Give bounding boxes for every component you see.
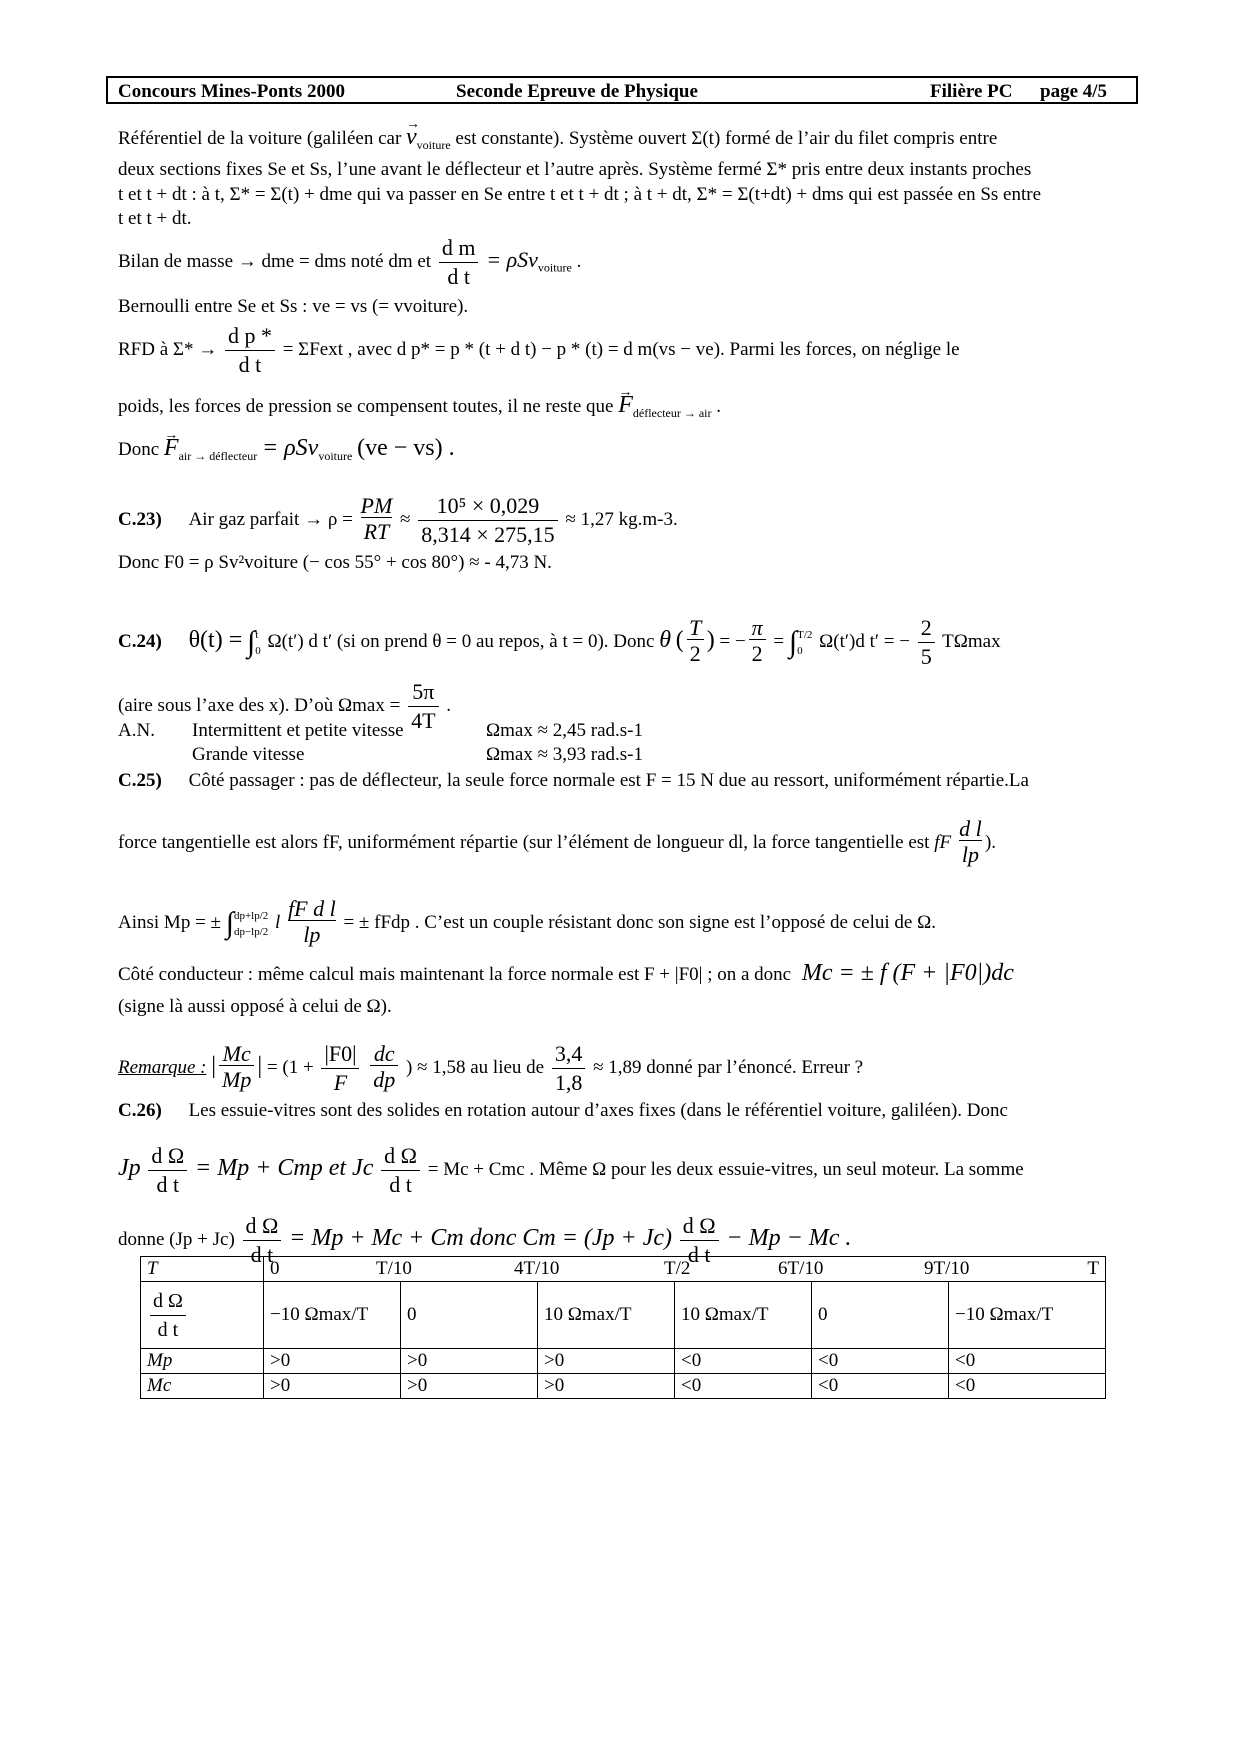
two-fifths-fraction: $\frac{2}{5}$ bbox=[918, 614, 935, 671]
pi-over-2-fraction: $\frac{\pi}{2}$ bbox=[749, 617, 766, 668]
rfd-line: RFD à Σ* → $\frac{\text{d p *}}{\text{d t}}$ = ΣFext , avec d p* = p * (t + d t) − p * (t) = d m(vs − ve). Parmi les forces, on néglige le bbox=[118, 323, 960, 377]
omega-max-line: (aire sous l’axe des x). D’où Ωmax = $\frac{5\pi}{4T}$ . bbox=[118, 679, 452, 733]
numeric-fraction: $\frac{\text{10⁵ × 0,029}}{8,314 \times 275,15}$ bbox=[418, 492, 557, 549]
dp-dt-fraction: $\frac{\text{d p *}}{\text{d t}}$ bbox=[225, 322, 275, 379]
ratio-fraction: $\frac{3,4}{1,8}$ bbox=[552, 1040, 586, 1097]
conducteur-line: Côté conducteur : même calcul mais maintenant la force normale est F + |F0| ; on a donc Mc = ± f (F + |F0|)dc bbox=[118, 960, 1014, 986]
dm-dt-fraction: $\frac{\text{d m}}{\text{d t}}$ bbox=[439, 234, 479, 291]
para1-line2: deux sections fixes Se et Ss, l’une avant le déflecteur et l’autre après. Système fermé Σ* pris entre deux instants proches bbox=[118, 159, 1032, 180]
c23-label: C.23) bbox=[118, 508, 162, 530]
c26-label: C.26) bbox=[118, 1100, 162, 1121]
table-row: $\frac{\text{d Ω}}{\text{d t}}$ −10 Ωmax/T 0 10 Ωmax/T 10 Ωmax/T 0 −10 Ωmax/T bbox=[141, 1282, 1106, 1349]
f0-f-fraction: $\frac{|F0|}{F}$ bbox=[321, 1040, 359, 1097]
table-row: Mc >0 >0 >0 <0 <0 <0 bbox=[141, 1374, 1106, 1399]
table-header-row: T 0 T/10 4T/10 T/2 6T/10 9T/10 T bbox=[141, 1257, 1106, 1282]
header-contest: Concours Mines-Ponts 2000 bbox=[118, 81, 345, 102]
header-filiere: Filière PC bbox=[930, 81, 1013, 102]
moments-table bbox=[140, 1256, 1106, 1399]
dl-lp-fraction: $\frac{\text{d l}}{lp}$ bbox=[959, 816, 982, 867]
para1-line1: Référentiel de la voiture (galiléen car → $v_{voiture}$ est constante). Système ouvert Σ(t) formé de l’air du filet compris entre bbox=[118, 126, 997, 150]
c25-line2: force tangentielle est alors fF, uniformément répartie (sur l’élément de longueur dl, la force tangentielle est fF $\frac{\text{d l}}{lp}$ ). bbox=[118, 816, 997, 867]
f0-line: Donc F0 = ρ Sv²voiture (− cos 55° + cos 80°) ≈ - 4,73 N. bbox=[118, 552, 552, 573]
pm-rt-fraction: $\frac{PM}{RT}$ bbox=[360, 493, 393, 544]
para1-line3: t et t + dt : à t, Σ* = Σ(t) + dme qui va passer en Se entre t et t + dt ; à t + dt, Σ* = Σ(t+dt) + dms qui est passée en Ss entre bbox=[118, 184, 1042, 205]
c26-line2: Jp $\frac{\text{d Ω}}{\text{d t}}$ = Mp + Cmp et Jc $\frac{\text{d Ω}}{\text{d t}}$ = Mc + Cmc . Même Ω pour les deux essuie-vitres, un seul moteur. La somme bbox=[118, 1143, 1024, 1197]
signe-line: (signe là aussi opposé à celui de Ω). bbox=[118, 996, 392, 1017]
bernoulli-line: Bernoulli entre Se et Ss : ve = vs (= vvoiture). bbox=[118, 296, 469, 317]
header-page: page 4/5 bbox=[1040, 81, 1108, 102]
c26-line3: donne (Jp + Jc) $\frac{\text{d Ω}}{\text{d t}}$ = Mp + Mc + Cm donc Cm = (Jp + Jc) $\frac{\text{d Ω}}{\text{d t}}$ − Mp − Mc . bbox=[118, 1213, 852, 1267]
t-over-2-fraction: $\frac{T}{2}$ bbox=[687, 617, 704, 668]
omega-max-fraction: $\frac{5\pi}{4T}$ bbox=[408, 678, 438, 735]
c23-line: C.23) Air gaz parfait → $\rho = \frac{PM}{RT}$ ≈ $\frac{\text{10⁵ × 0,029}}{8,314 \times 275,15}$ ≈ 1,27 kg.m-3. bbox=[118, 493, 678, 547]
table-row: Mp >0 >0 >0 <0 <0 <0 bbox=[141, 1349, 1106, 1374]
c25-line1: C.25) Côté passager : pas de déflecteur, la seule force normale est F = 15 N due au ressort, uniformément répartie.La bbox=[118, 770, 1029, 791]
page-header bbox=[106, 76, 1138, 104]
mc-mp-fraction: $\frac{Mc}{Mp}$ bbox=[219, 1043, 254, 1094]
v-symbol: → v bbox=[406, 126, 417, 148]
c25-label: C.25) bbox=[118, 770, 162, 791]
c24-line: C.24) θ(t) = ∫ t 0 Ω(t′) d t′ (si on prend θ = 0 au repos, à t = 0). Donc θ ( $\frac{T}{2}$ ) = − $\frac{\pi}{2}$ = ∫ T/2 0 Ω(t′)d t′ = − $\frac{2}{5}$ TΩmax bbox=[118, 615, 1001, 669]
dc-dp-fraction: $\frac{dc}{dp}$ bbox=[370, 1043, 398, 1094]
force-result-line: Donc → $F_{air \to déflecteur} = \rho Sv_{voiture}$ (ve − vs) . bbox=[118, 437, 455, 461]
mass-balance: Bilan de masse → dme = dms noté dm et $\frac{\text{d m}}{\text{d t}}$ = ρSv$_{voiture}$ . bbox=[118, 235, 582, 289]
page: Concours Mines-Ponts 2000 Seconde Epreuve de Physique Filière PC page 4/5 Référentiel de la voiture (galiléen car → $v_{voiture}$ est constante). Système ouvert Σ(t) formé de l’air du filet compris entre deux sections fixes Se et Ss, l’une avant le déflecteur et l’autre après. Système fermé Σ* pris entre deux instants proches t et t + dt : à t, Σ* = Σ(t) + dme qui va passer en Se entre t et t + dt ; à t + dt, Σ* = Σ(t+dt) + dms qui est passée en Ss entre t et t + dt. Bilan de masse → dme = dms noté dm et $\frac{\text{d m}}{\text{d t}}$ = ρSv$_{voiture}$ . Bernoulli entre Se et Ss : ve = vs (= vvoiture). RFD à Σ* → $\frac{\text{d p *}}{\text{d t}}$ = ΣFext , avec d p* = p * (t + d t) − p * (t) = d m(vs − ve). Parmi les forces, on néglige le poids, les forces de pression se compensent toutes, il ne reste que → $F_{déflecteur \to air}$ . Donc → $F_{air \to déflecteur} = \rho Sv_{voiture}$ (ve − vs) . C.23) Air gaz parfait → $\rho = \frac{PM}{RT}$ ≈ $\frac{\text{10⁵ × 0,029}}{8,314 \times 275,15}$ ≈ 1,27 kg.m-3. Donc F0 = ρ Sv²voiture (− cos 55° + cos 80°) ≈ - 4,73 N. C.24) θ(t) = ∫ t 0 Ω(t′) d t′ (si on prend θ = 0 au repos, à t = 0). Donc θ ( $\frac{T}{2}$ ) = − $\frac{\pi}{2}$ = ∫ T/2 0 Ω(t′)d t′ = − $\frac{2}{5}$ TΩmax (aire sous l’axe des x). D’où Ωmax = $\frac{5\pi}{4T}$ . A.N. Intermittent et petite vitesse Ωmax ≈ 2,45 rad.s-1 Grande vitesse Ωmax ≈ 3,93 rad.s-1 C.25) Côté passager : pas de déflecteur, la seule force normale est F = 15 N due au ressort, uniformément répartie.La force tangentielle est alors fF, uniformément répartie (sur l’élément de longueur dl, la force tangentielle est fF $\frac{\text{d l}}{lp}$ ). Ainsi Mp = ± ∫ dp+lp/2 dp−lp/2 l $\frac{\text{fF d l}}{lp}$ = ± fFdp . C’est un couple résistant donc son signe est l’opposé de celui de Ω. Côté conducteur : même calcul mais maintenant la force normale est F + |F0| ; on a donc Mc = ± f (F + |F0|)dc (signe là aussi opposé à celui de Ω). Remarque : | $\frac{Mc}{Mp}$ | = (1 + $\frac{|F0|}{F}$ $\frac{dc}{dp}$ ) ≈ 1,58 au lieu de $\frac{3,4}{1,8}$ ≈ 1,89 donné par l’énoncé. Erreur ? C.26) Les essuie-vitres sont des solides en rotation autour d’axes fixes (dans le référentiel voiture, galiléen). Donc Jp $\frac{\text{d Ω}}{\text{d t}}$ = Mp + Cmp et Jc $\frac{\text{d Ω}}{\text{d t}}$ = Mc + Cmc . Même Ω pour les deux essuie-vitres, un seul moteur. La somme donne (Jp + Jc) $\frac{\text{d Ω}}{\text{d t}}$ = Mp + Mc + Cm donc Cm = (Jp + Jc) $\frac{\text{d Ω}}{\text{d t}}$ − Mp − Mc . T 0 T/10 4T/10 T/2 6T/10 9T/10 T $\frac{\text{d Ω}}{\text{d t}}$ −10 Ωmax/T 0 10 Ωmax/T 10 Ωmax/T 0 −10 Ωmax/T Mp >0 >0 >0 <0 <0 <0 Mc >0 >0 >0 <0 <0 <0 bbox=[0, 0, 1240, 1754]
remarque-line: Remarque : | $\frac{Mc}{Mp}$ | = (1 + $\frac{|F0|}{F}$ $\frac{dc}{dp}$ ) ≈ 1,58 au lieu de $\frac{3,4}{1,8}$ ≈ 1,89 donné par l’énoncé. Erreur ? bbox=[118, 1041, 864, 1095]
c24-label: C.24) bbox=[118, 630, 162, 652]
poids-line: poids, les forces de pression se compensent toutes, il ne reste que → $F_{déflecteur \to air}$ . bbox=[118, 394, 721, 418]
an-row1: A.N. Intermittent et petite vitesse Ωmax ≈ 2,45 rad.s-1 bbox=[118, 720, 643, 741]
header-exam: Seconde Epreuve de Physique bbox=[456, 81, 698, 102]
para1-line4: t et t + dt. bbox=[118, 208, 192, 229]
mp-line: Ainsi Mp = ± ∫ dp+lp/2 dp−lp/2 l $\frac{\text{fF d l}}{lp}$ = ± fFdp . C’est un couple résistant donc son signe est l’opposé de celui de Ω. bbox=[118, 896, 936, 947]
c26-line1: C.26) Les essuie-vitres sont des solides en rotation autour d’axes fixes (dans le référentiel voiture, galiléen). Donc bbox=[118, 1100, 1008, 1121]
fFdl-lp-fraction: $\frac{\text{fF d l}}{lp}$ bbox=[288, 896, 336, 947]
